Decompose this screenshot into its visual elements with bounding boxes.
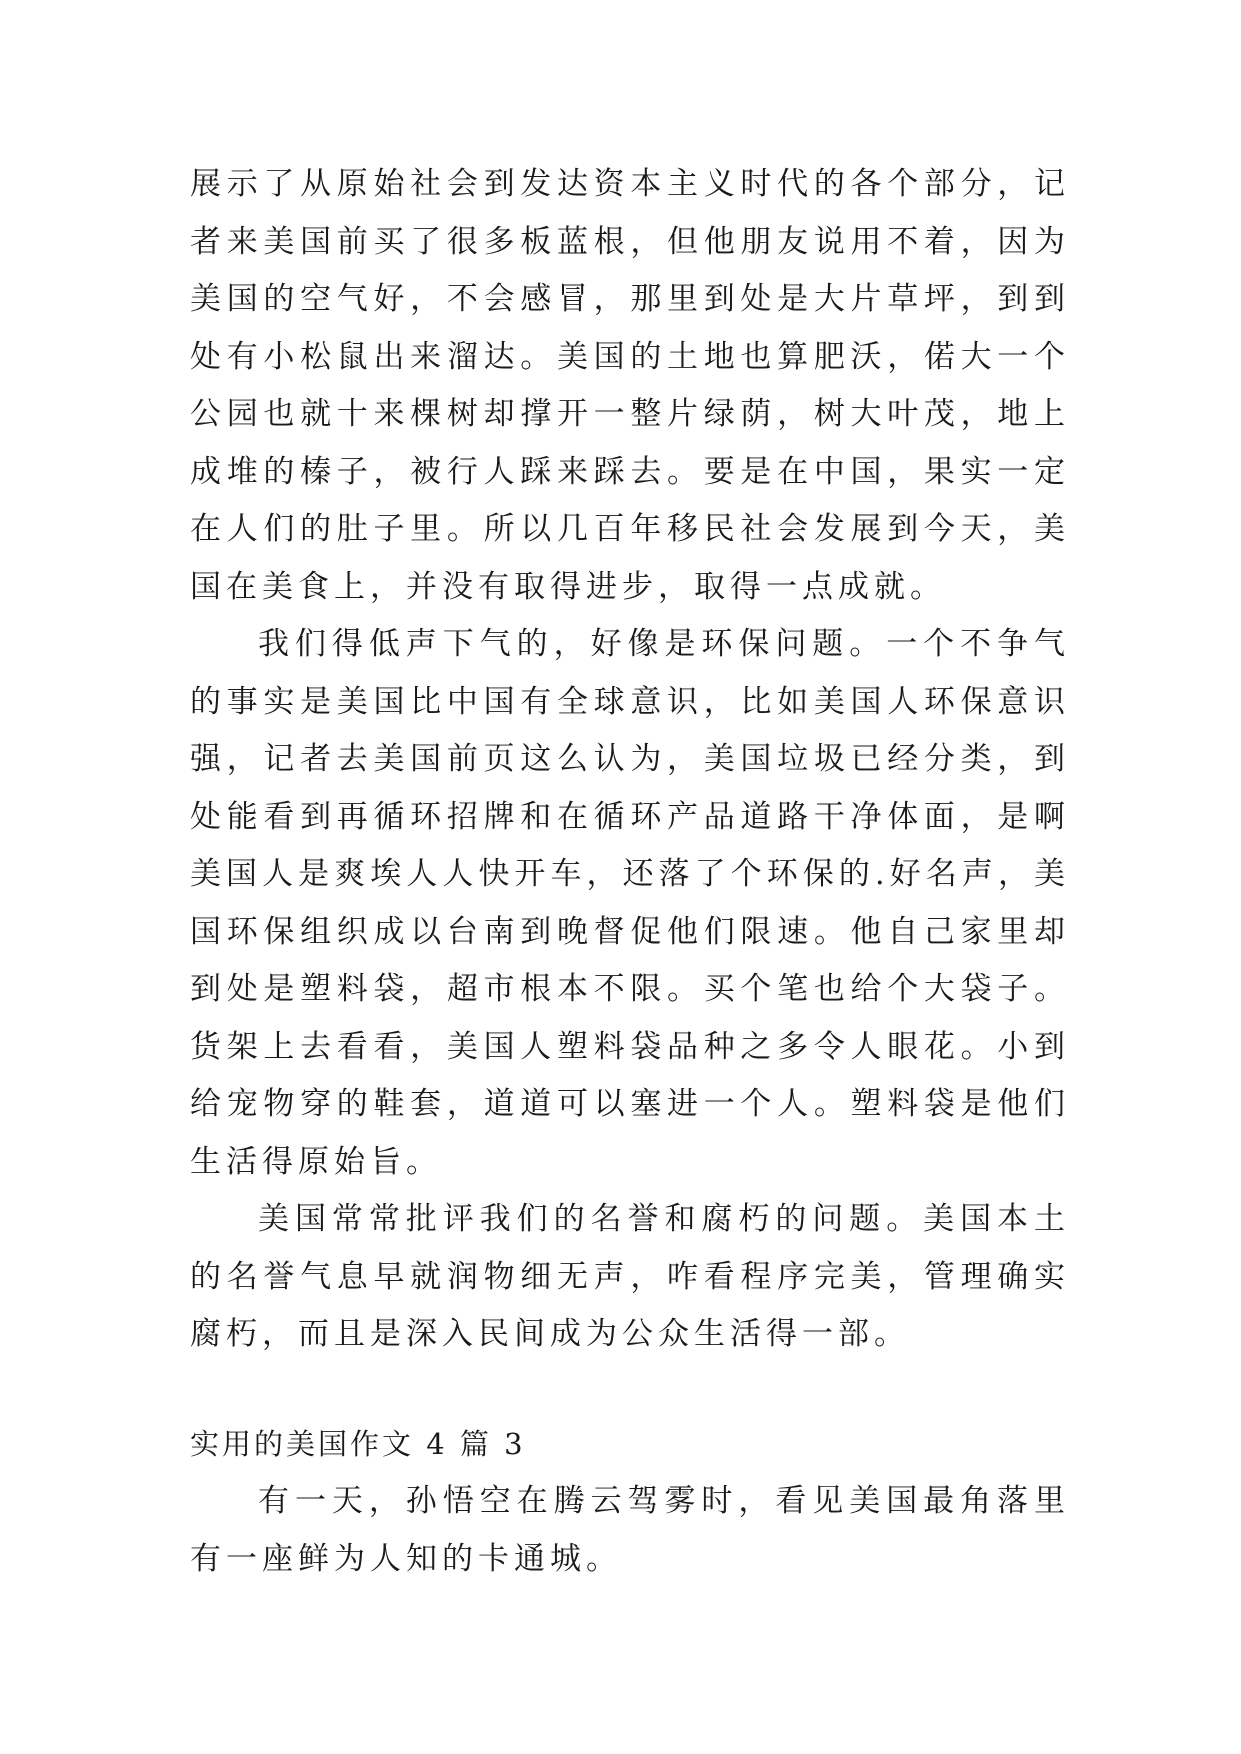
section-heading: 实用的美国作文 4 篇 3 [190,1426,526,1461]
paragraph: 我们得低声下气的，好像是环保问题。一个不争气的事实是美国比中国有全球意识，比如美国人环保意识强，记者去美国前页这么认为，美国垃圾已经分类，到处能看到再循环招牌和在循环产品道路干净体面，是啊美国人是爽埃人人快开车，还落了个环保的.好名声，美国环保组织成以台南到晚督促他们限速。他自己家里却到处是塑料袋，超市根本不限。买个笔也给个大袋子。货架上去看看，美国人塑料袋品种之多令人眼花。小到给宠物穿的鞋套，道道可以塞进一个人。塑料袋是他们生活得原始旨。 [190,626,1070,1180]
document-body [190,156,1070,1588]
paragraph: 美国常常批评我们的名誉和腐朽的问题。美国本土的名誉气息早就润物细无声，咋看程序完美，管理确实腐朽，而且是深入民间成为公众生活得一部。 [190,1201,1070,1352]
paragraph: 展示了从原始社会到发达资本主义时代的各个部分，记者来美国前买了很多板蓝根，但他朋友说用不着，因为美国的空气好，不会感冒，那里到处是大片草坪，到到处有小松鼠出来溜达。美国的土地也算肥沃，偌大一个公园也就十来棵树却撑开一整片绿荫，树大叶茂，地上成堆的榛子，被行人踩来踩去。要是在中国，果实一定在人们的肚子里。所以几百年移民社会发展到今天，美国在美食上，并没有取得进步，取得一点成就。 [190,166,1070,605]
paragraph: 有一天，孙悟空在腾云驾雾时，看见美国最角落里有一座鲜为人知的卡通城。 [190,1483,1070,1577]
